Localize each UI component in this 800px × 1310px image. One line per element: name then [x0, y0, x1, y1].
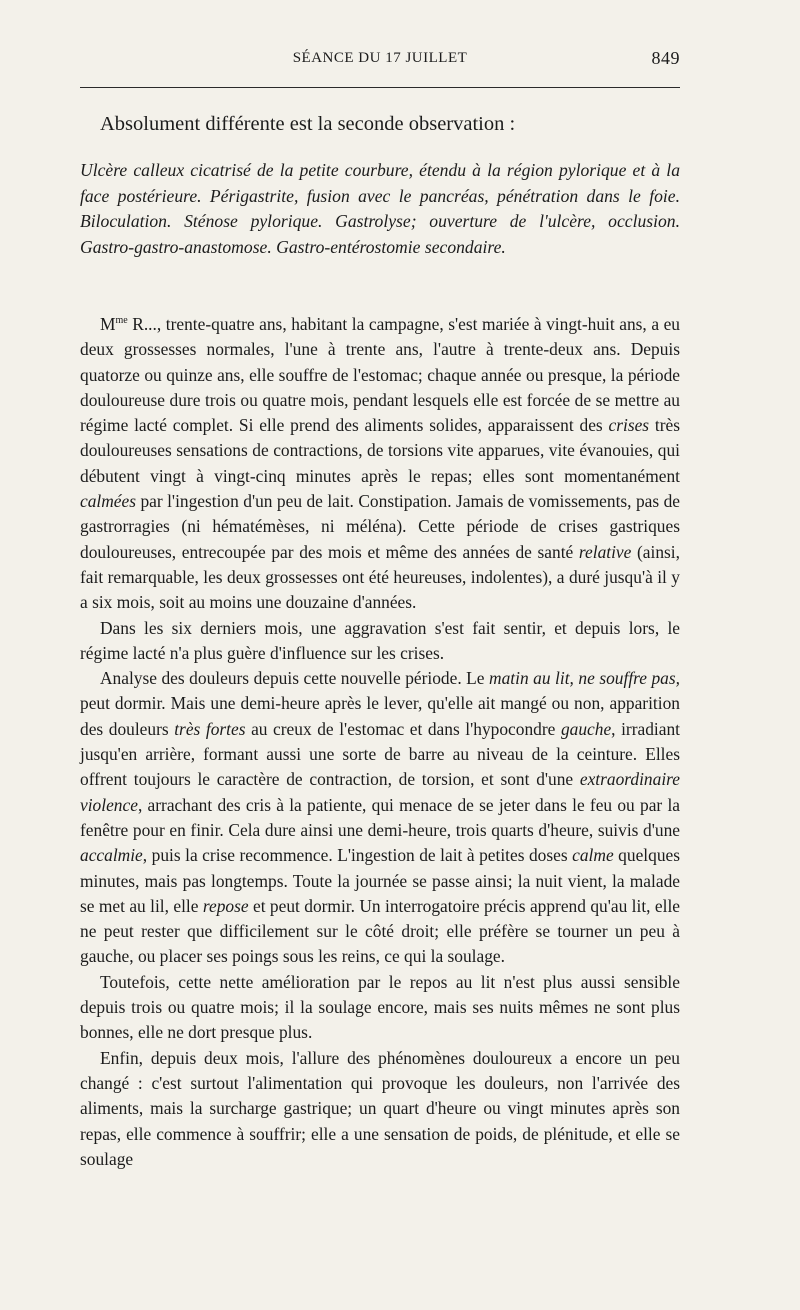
text-run: par l'ingestion d'un peu de lait. Constipation. Jamais de vomissements, pas de gastrorragies (ni hématémèses, ni méléna). Cette période de crises gastriques douloureuses, entrecoupée par des mois et même des années de santé: [80, 491, 680, 562]
italic-run: extraordinaire violence: [80, 769, 680, 815]
page-header: [80, 48, 680, 72]
text-run: et peut dormir. Un interrogatoire précis apprend qu'au lit, elle ne peut rester que difficilement sur le côté droit; elle préfère se tourner un peu à gauche, ou placer ses poings sous les reins, ce qui la soulage.: [80, 895, 680, 967]
italic-run: accalmie: [80, 845, 143, 866]
italic-run: repose: [202, 895, 249, 916]
text-run: , arrachant des cris à la patiente, qui menace de se jeter dans le feu ou par la fenêtre pour en finir. Cela dure ainsi une demi-heure, trois quarts d'heure, suivis d'une: [80, 794, 680, 840]
italic-run: gauche: [560, 718, 612, 739]
text-run: (ainsi, fait remarquable, les deux grossesses ont été heureuses, indolentes), a duré jusqu'à il y a six mois, soit au moins une douzaine d'années.: [80, 541, 680, 613]
italic-run: calme: [572, 845, 614, 866]
italic-run: crises: [608, 415, 650, 436]
text-run: , puis la crise recommence. L'ingestion de lait à petites doses: [142, 845, 573, 866]
case-summary: Ulcère calleux cicatrisé de la petite courbure, étendu à la région pylorique et à la face postérieure. Périgastrite, fusion avec le pancréas, pénétration dans le foie. Biloculation. Sténose pylorique. Gastrolyse; ouverture de l'ulcère, occlusion. Gastro-gastro-anastomose. Gastro-entérostomie secondaire.: [80, 160, 680, 257]
text-run: Analyse des douleurs depuis cette nouvelle période. Le: [100, 668, 490, 689]
italic-run: matin au lit, ne souffre pas,: [489, 668, 680, 689]
title-abbrev: M: [100, 314, 116, 334]
text-run: quelques minutes, mais pas longtemps. Toute la journée se passe ainsi; la nuit vient, la malade se met au lil, elle: [80, 845, 680, 916]
paragraph-5: Enfin, depuis deux mois, l'allure des phénomènes douloureux a encore un peu changé : c'est surtout l'alimentation qui provoque les douleurs, non l'arrivée des aliments, mais la surcharge gastrique; un quart d'heure ou vingt minutes après son repas, elle commence à souffrir; elle a une sensation de poids, de plénitude, et elle se soulage: [80, 1047, 680, 1169]
title-superscript: me: [115, 315, 128, 327]
text-run: R..., trente-quatre ans, habitant la campagne, s'est mariée à vingt-huit ans, a eu deux grossesses normales, l'une à trente ans, l'autre à trente-deux ans. Depuis quatorze ou quinze ans, elle souffre de l'estomac; chaque année ou presque, la période douloureuse dure trois ou quatre mois, pendant lesquels elle est forcée de se mettre au régime lacté complet. Si elle prend des aliments solides, apparaissent des: [80, 314, 680, 436]
italic-run: calmées: [80, 491, 137, 512]
paragraph-2: Dans les six derniers mois, une aggravation s'est fait sentir, et depuis lors, le régime lacté n'a plus guère d'influence sur les crises.: [80, 617, 680, 663]
running-title: SÉANCE DU 17 JUILLET: [292, 50, 468, 66]
text-run: très douloureuses sensations de contractions, de torsions vite apparues, vite évanouies, qui débutent vingt à vingt-cinq minutes après le repas; elles sont momentanément: [80, 415, 680, 486]
header-rule: [80, 87, 680, 88]
text-run: peut dormir. Mais une demi-heure après le lever, qu'elle ait mangé ou non, apparition des douleurs: [80, 693, 680, 739]
paragraph-4: Toutefois, cette nette amélioration par le repos au lit n'est plus aussi sensible depuis trois ou quatre mois; il la soulage encore, mais ses nuits mêmes ne sont plus bonnes, elle ne dort presque plus.: [80, 971, 680, 1043]
italic-run: relative: [578, 541, 632, 562]
text-run: au creux de l'estomac et dans l'hypocondre: [245, 718, 561, 739]
paragraph-3: [80, 666, 680, 970]
page-number: 849: [651, 48, 680, 68]
text-run: , irradiant jusqu'en arrière, formant aussi une sorte de barre au niveau de la ceinture. Elles offrent toujours le caractère de contraction, de torsion, et sont d'une: [80, 718, 680, 790]
intro-line: Absolument différente est la seconde observation :: [100, 113, 516, 135]
paragraph-1: [80, 312, 680, 616]
body-text: [80, 312, 680, 1172]
italic-run: très fortes: [174, 718, 246, 739]
